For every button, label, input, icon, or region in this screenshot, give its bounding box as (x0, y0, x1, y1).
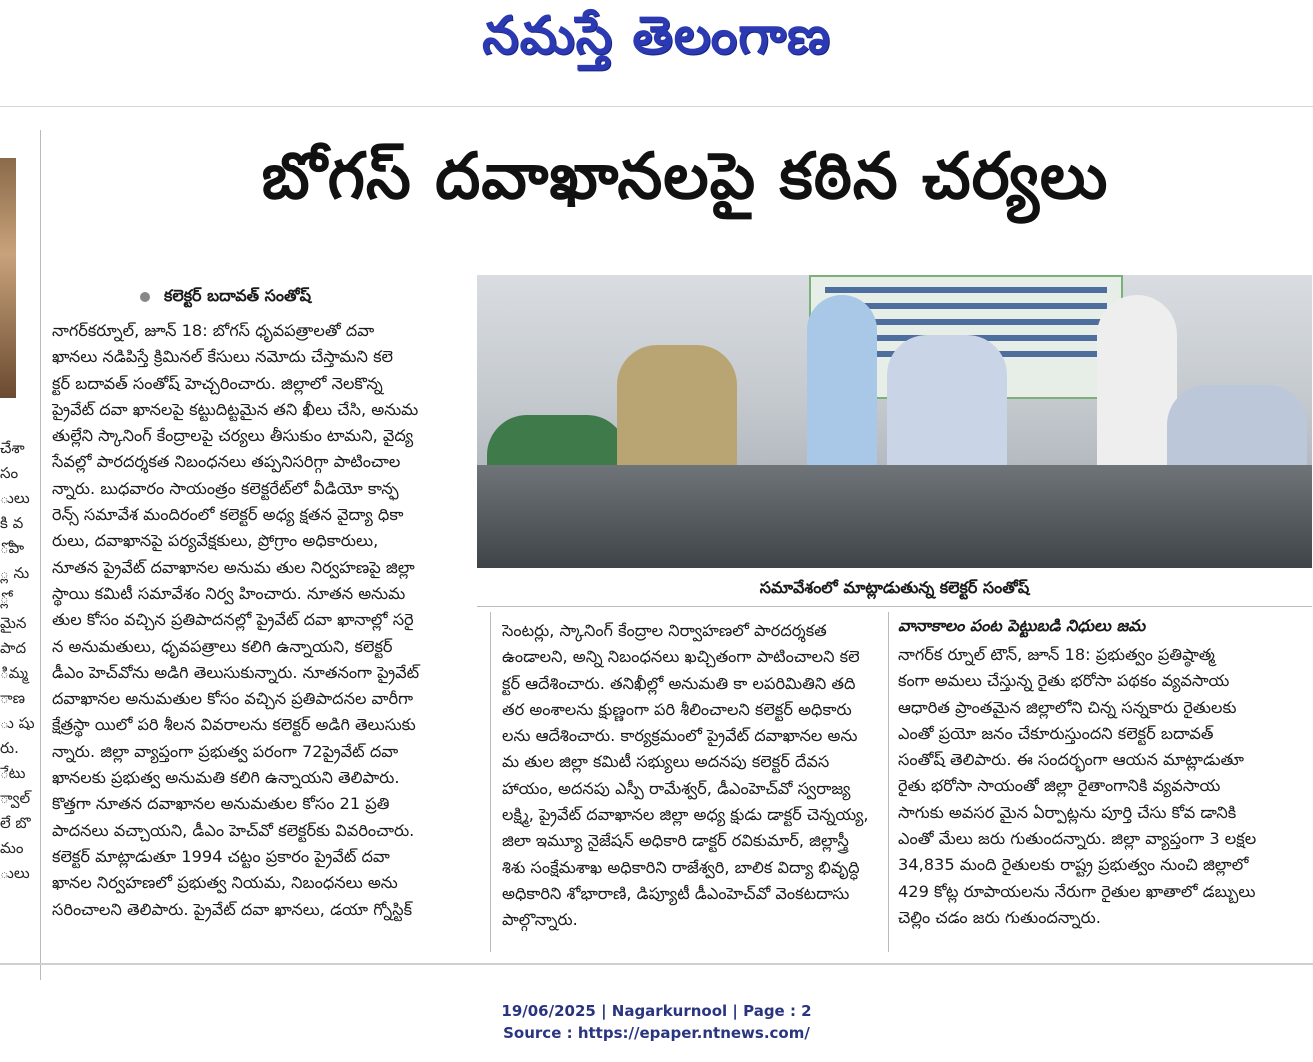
sliver-text-line: ులు (0, 864, 30, 882)
column-divider (40, 130, 41, 980)
article-text-line: చెల్లిం చడం జరు గుతుందన్నారు. (898, 907, 1101, 927)
page-footer (0, 1000, 1313, 1044)
article-text-line: మ తుల జిల్లా కమిటీ సభ్యులు అదనపు కలెక్టర్ దేవస (502, 752, 830, 772)
article-text-line: సరించాలని తెలిపారు. ప్రైవేట్ దవా ఖానలు, డయా గ్నోస్టిక్ (52, 899, 413, 919)
sliver-text-line: ్లో (0, 589, 9, 607)
article-text-line: తుల కోసం వచ్చిన ప్రతిపాదనల్లో ప్రైవేట్ దవా ఖానాల్లో సరై (52, 610, 414, 630)
adjacent-article-sliver (0, 128, 40, 988)
article-text-line: నాగర్‌కర్నూల్, జూన్ 18: బోగస్ ధృవపత్రాలతో దవా (52, 321, 375, 340)
sliver-text-line: ్ల ను (0, 564, 30, 582)
article-photo (477, 275, 1312, 568)
article-text-line: రెన్స్ సమావేశ మందిరంలో కలెక్టర్ అధ్య క్షతన వైద్యా ధికా (52, 505, 404, 525)
sub-article-heading: వానాకాలం పంట పెట్టుబడి నిధులు జమ (898, 616, 1146, 635)
caption-divider (477, 606, 1312, 607)
masthead (0, 0, 1313, 82)
sliver-text-line: లే బొ (0, 814, 31, 832)
footer-source: Source : https://epaper.ntnews.com/ (503, 1024, 810, 1042)
article-text-line: లను ఆదేశించారు. కార్యక్రమంలో ప్రైవేట్ దవాఖానల అను (502, 726, 858, 746)
column-divider (490, 612, 491, 952)
article-text-line: రైతు భరోసా సాయంతో జిల్లా రైతాంగానికి వ్యవసాయ (898, 776, 1221, 796)
article-text-line: తర అంశాలను క్షుణ్ణంగా పరి శీలించాలని కలెక్టర్ అధికారు (502, 699, 852, 719)
sliver-text-line: మం (0, 839, 24, 857)
sliver-text-line: ోపా (0, 539, 25, 557)
masthead-divider (0, 106, 1313, 107)
article-text-line: లక్ష్మి, ప్రైవేట్ దవాఖానల జిల్లా అధ్య క్షుడు డాక్టర్ చెన్నయ్య, (502, 805, 869, 825)
sliver-text-line: ్వాల్ (0, 789, 31, 807)
photo-caption: సమావేశంలో మాట్లాడుతున్న కలెక్టర్ సంతోష్ (759, 578, 1030, 597)
page-bottom-rule (0, 963, 1313, 965)
article-text-line: ప్రైవేట్ దవా ఖానలపై కట్టుదిట్టమైన తని ఖీలు చేసి, అనుమ (52, 399, 419, 419)
article-text-line: కంగా అమలు చేస్తున్న రైతు భరోసా పథకం వ్యవసాయ (898, 671, 1230, 691)
byline (140, 286, 311, 309)
article-text-line: సాగుకు అవసర మైన ఏర్పాట్లను పూర్తి చేసు కోవ డానికి (898, 802, 1237, 822)
article-text-line: క్టర్ బదావత్ సంతోష్ హెచ్చరించారు. జిల్లాలో నెలకొన్న (52, 373, 383, 393)
article-text-line: 429 కోట్ల రూపాయలను నేరుగా రైతుల ఖాతాలో డబ్బులు (898, 881, 1256, 901)
article-text-line: సంతోష్ తెలిపారు. ఈ సందర్భంగా ఆయన మాట్లాడుతూ (898, 750, 1244, 770)
article-text-line: ఎంతో మేలు జరు గుతుందన్నారు. జిల్లా వ్యాప్తంగా 3 లక్షల (898, 829, 1257, 849)
sliver-text-line: కి వ (0, 514, 24, 532)
article-text-line: ఖానలకు ప్రభుత్వ అనుమతి కలిగి ఉన్నాయని తెలిపారు. (52, 768, 400, 788)
article-text-line: ఎంతో ప్రయో జనం చేకూరుస్తుందని కలెక్టర్ బదావత్ (898, 723, 1214, 743)
article-text-line: న్నారు. జిల్లా వ్యాప్తంగా ప్రభుత్వ పరంగా 72ప్రైవేట్ దవా (52, 741, 399, 761)
photo-table (477, 465, 1312, 568)
article-column-1 (52, 318, 458, 923)
sliver-text-line: సం (0, 464, 19, 482)
article-text-line: కొత్తగా నూతన దవాఖానల అనుమతుల కోసం 21 ప్రతి (52, 794, 390, 814)
article-text-line: ఆధారిత ప్రాంతమైన జిల్లాలోని చిన్న సన్నకారు రైతులకు (898, 697, 1237, 717)
article-text-line: దవాఖానల అనుమతుల కోసం వచ్చిన ప్రతిపాదనల వారీగా (52, 689, 414, 709)
article-text-line: ఖానలు నడిపిస్తే క్రిమినల్ కేసులు నమోదు చేస్తామని కలె (52, 347, 393, 367)
article-text-line: రులు, దవాఖానపై పర్యవేక్షకులు, ప్రోగ్రాం అధికారులు, (52, 531, 379, 551)
article-text-line: అధికారిని శోభారాణి, డిప్యూటీ డీఎంహెచ్‌వో వెంకటదాసు (502, 883, 850, 903)
article-column-2 (502, 618, 877, 934)
article-text-line: ఉండాలని, అన్ని నిబంధనలు ఖచ్చితంగా పాటించాలని కలె (502, 647, 860, 667)
sliver-text-line: ిమ్మ (0, 664, 29, 682)
sliver-text-line: పాద (0, 639, 27, 657)
article-text-line: న అనుమతులు, ధృవపత్రాలు కలిగి ఉన్నాయని, కలెక్టర్ (52, 636, 393, 656)
article-text-line: క్టర్ ఆదేశించారు. తనిఖీల్లో అనుమతి కా లపరిమితిని తది (502, 673, 856, 693)
newspaper-logo: నమస్తే తెలంగాణ (482, 6, 831, 66)
article-text-line: సేవల్లో పారదర్శకత నిబంధనలు తప్పనిసరిగ్గా పాటించాల (52, 452, 401, 472)
article-text-line: స్థాయి కమిటీ సమావేశం నిర్వ హించారు. నూతన అనుమ (52, 583, 406, 603)
sliver-text-line: ాణ (0, 689, 25, 707)
article-text-line: కలెక్టర్ మాట్లాడుతూ 1994 చట్టం ప్రకారం ప్రైవేట్ దవా (52, 846, 390, 866)
sliver-text-line: ేటు (0, 764, 26, 782)
article-text-line: సెంటర్లు, స్కానింగ్ కేంద్రాల నిర్వాహణలో పారదర్శకత (502, 621, 827, 640)
article-text-line: జిలా ఇమ్యూ నైజేషన్ అధికారి డాక్టర్ రవికుమార్, జిల్లాస్త్రీ (502, 831, 849, 851)
article-text-line: పాదనలు వచ్చాయని, డీఎం హెచ్‌వో కలెక్టర్‌కు వివరించారు. (52, 820, 415, 840)
sliver-text-line: ులు (0, 489, 30, 507)
article-text-line: డీఎం హెచ్‌వోను అడిగి తెలుసుకున్నారు. నూతనంగా ప్రైవేట్ (52, 662, 420, 682)
article-text-line: నాగర్‌క ర్నూల్ టౌన్, జూన్ 18: ప్రభుత్వం ప్రతిష్ఠాత్మ (898, 645, 1215, 664)
footer-date-edition: 19/06/2025 | Nagarkurnool | Page : 2 (501, 1002, 812, 1020)
headline: బోగస్ దవాఖానలపై కఠిన చర్యలు (261, 140, 1109, 214)
article-text-line: తుల్లేని స్కానింగ్ కేంద్రాలపై చర్యలు తీసుకుం టామని, వైద్య (52, 426, 414, 446)
sub-article-column (898, 642, 1308, 931)
sliver-text-line: చేశా (0, 439, 25, 457)
bullet-icon (140, 292, 150, 302)
sliver-text-line: మైన (0, 614, 27, 632)
article-text-line: 34,835 మంది రైతులకు రాష్ట్ర ప్రభుత్వం నుంచి జిల్లాలో (898, 855, 1249, 875)
article-text-line: హాయం, అదనపు ఎస్పీ రామేశ్వర్, డీఎంహెచ్‌వో స్వరాజ్య (502, 778, 851, 798)
article-text-line: న్నారు. బుధవారం సాయంత్రం కలెక్టరేట్‌లో వీడియో కాన్ఫ (52, 478, 399, 498)
article-text-line: నూతన ప్రైవేట్ దవాఖానల అనుమ తుల నిర్వహణపై జిల్లా (52, 557, 415, 577)
sliver-text-line: రు. (0, 739, 19, 757)
article-text-line: శిశు సంక్షేమశాఖ అధికారిని రాజేశ్వరి, బాలిక విద్యా భివృద్ధి (502, 857, 860, 877)
article-text-line: పాల్గొన్నారు. (502, 910, 578, 930)
column-divider (888, 612, 889, 952)
sliver-text-line: ు షు (0, 714, 35, 732)
byline-text: కలెక్టర్ బదావత్ సంతోష్ (164, 286, 312, 305)
article-text-line: క్షేత్రస్థా యిలో పరి శీలన వివరాలను కలెక్టర్ అడిగి తెలుసుకు (52, 715, 416, 735)
adjacent-photo (0, 158, 16, 398)
article-text-line: ఖానల నిర్వహణలో ప్రభుత్వ నియమ, నిబంధనలు అను (52, 873, 398, 893)
adjacent-article-text (0, 436, 40, 886)
